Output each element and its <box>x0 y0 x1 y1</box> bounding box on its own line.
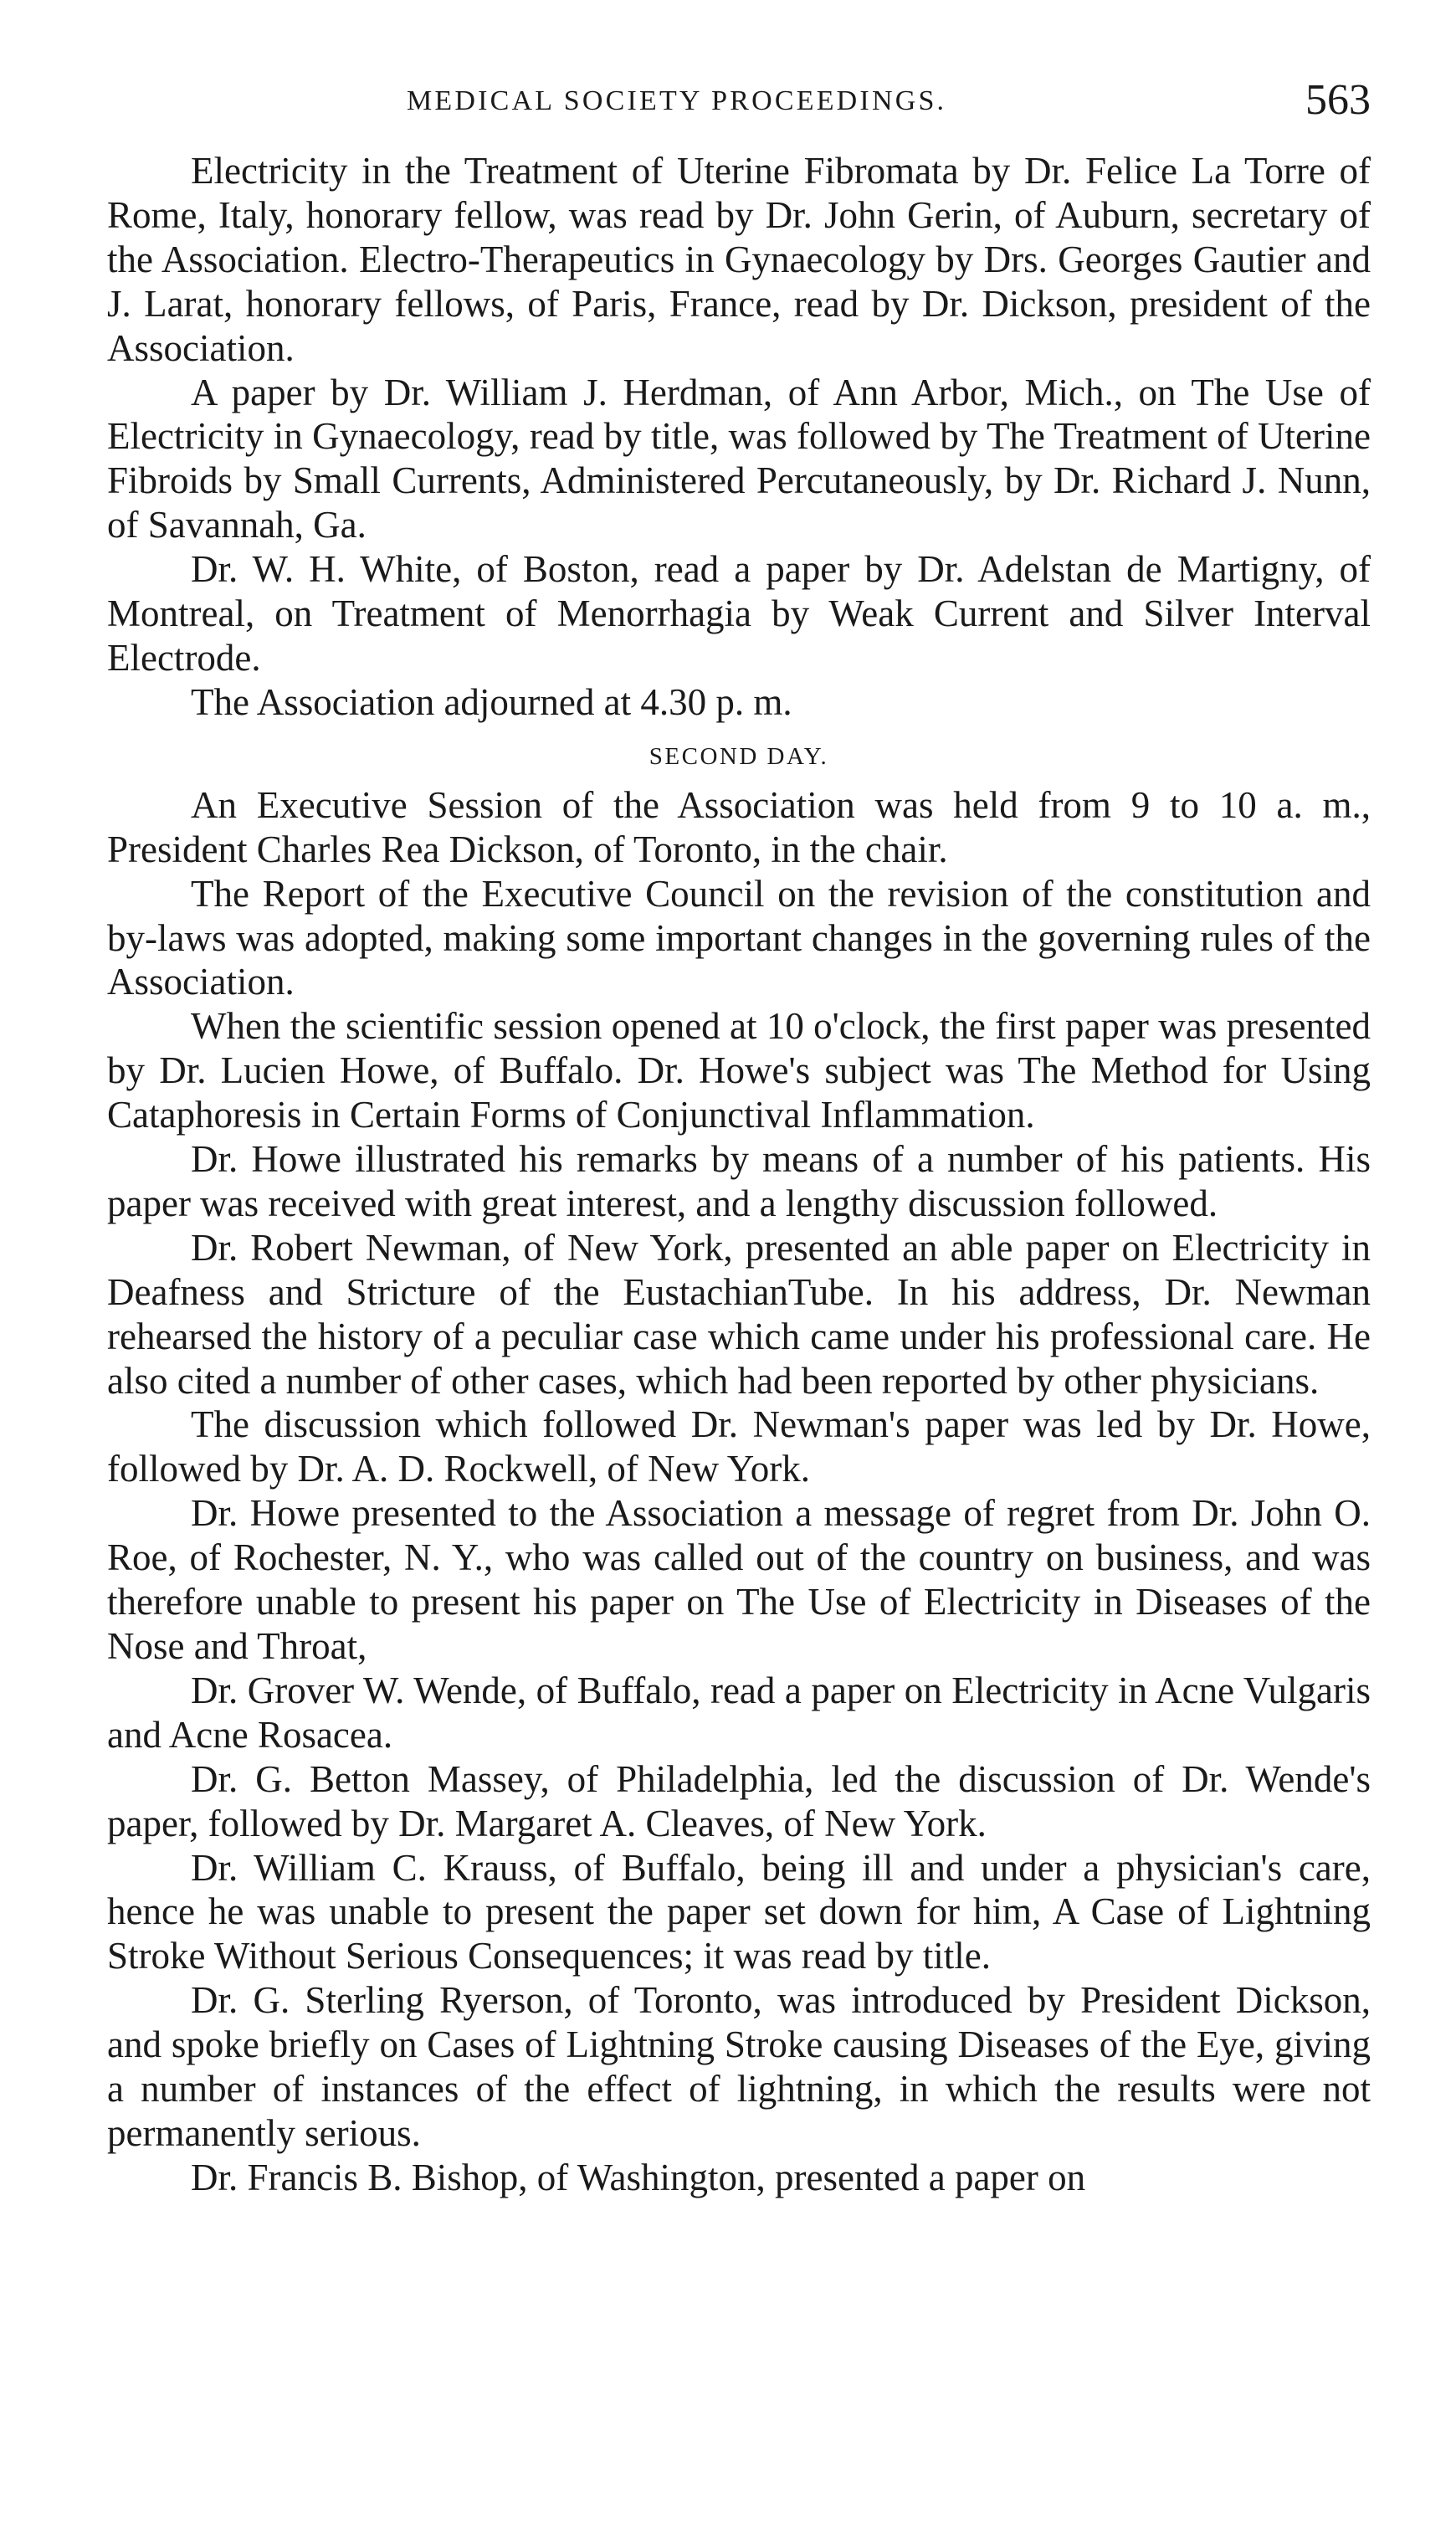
running-title: MEDICAL SOCIETY PROCEEDINGS. <box>407 85 947 116</box>
paragraph: Dr. Francis B. Bishop, of Washington, presented a paper on <box>191 2156 1086 2198</box>
running-head <box>107 72 1371 131</box>
paragraph: The discussion which followed Dr. Newman's paper was led by Dr. Howe, followed by Dr. A. D. Rockwell, of New York. <box>107 1403 1371 1490</box>
paragraph: When the scientific session opened at 10 o'clock, the first paper was presented by Dr. Lucien Howe, of Buffalo. Dr. Howe's subject was The Method for Using Cataphoresis in Certain Forms of Conjunctival Inflammation. <box>107 1005 1371 1136</box>
paragraph: A paper by Dr. William J. Herdman, of Ann Arbor, Mich., on The Use of Electricity in Gynaecology, read by title, was followed by The Treatment of Uterine Fibroids by Small Currents, Administered Percutaneously, by Dr. Richard J. Nunn, of Savannah, Ga. <box>107 371 1371 546</box>
section-heading: SECOND DAY. <box>649 742 829 770</box>
paragraph: Dr. Howe presented to the Association a message of regret from Dr. John O. Roe, of Rochester, N. Y., who was called out of the country on business, and was therefore unable to present his paper on The Use of Electricity in Diseases of the Nose and Throat, <box>107 1492 1371 1667</box>
paragraph: Dr. William C. Krauss, of Buffalo, being ill and under a physician's care, hence he was unable to present the paper set down for him, A Case of Lightning Stroke Without Serious Consequences; it was read by title. <box>107 1846 1371 1977</box>
paragraph: The Report of the Executive Council on the revision of the constitution and by-laws was adopted, making some important changes in the governing rules of the Association. <box>107 872 1371 1003</box>
paragraph: Dr. G. Betton Massey, of Philadelphia, led the discussion of Dr. Wende's paper, followed by Dr. Margaret A. Cleaves, of New York. <box>107 1757 1371 1844</box>
paragraph: Dr. G. Sterling Ryerson, of Toronto, was introduced by President Dickson, and spoke briefly on Cases of Lightning Stroke causing Diseases of the Eye, giving a number of instances of the effect of lightning, in which the results were not permanently serious. <box>107 1979 1371 2154</box>
paragraph: Dr. Robert Newman, of New York, presented an able paper on Electricity in Deafness and Stricture of the EustachianTube. In his address, Dr. Newman rehearsed the history of a peculiar case which came under his professional care. He also cited a number of other cases, which had been reported by other physicians. <box>107 1226 1371 1402</box>
paragraph: The Association adjourned at 4.30 p. m. <box>191 680 792 723</box>
paragraph: Dr. W. H. White, of Boston, read a paper by Dr. Adelstan de Martigny, of Montreal, on Treatment of Menorrhagia by Weak Current and Silver Interval Electrode. <box>107 548 1371 679</box>
paragraph: Dr. Grover W. Wende, of Buffalo, read a paper on Electricity in Acne Vulgaris and Acne Rosacea. <box>107 1669 1371 1756</box>
page-number: 563 <box>1305 76 1371 124</box>
paragraph: Electricity in the Treatment of Uterine Fibromata by Dr. Felice La Torre of Rome, Italy, honorary fellow, was read by Dr. John Gerin, of Auburn, secretary of the Association. Electro-Therapeutics in Gynaecology by Drs. Georges Gautier and J. Larat, honorary fellows, of Paris, France, read by Dr. Dickson, president of the Association. <box>107 150 1371 369</box>
paragraph: Dr. Howe illustrated his remarks by means of a number of his patients. His paper was received with great interest, and a lengthy discussion followed. <box>107 1138 1371 1224</box>
paragraph: An Executive Session of the Association was held from 9 to 10 a. m., President Charles Rea Dickson, of Toronto, in the chair. <box>107 783 1371 870</box>
body-text <box>107 149 1371 2200</box>
